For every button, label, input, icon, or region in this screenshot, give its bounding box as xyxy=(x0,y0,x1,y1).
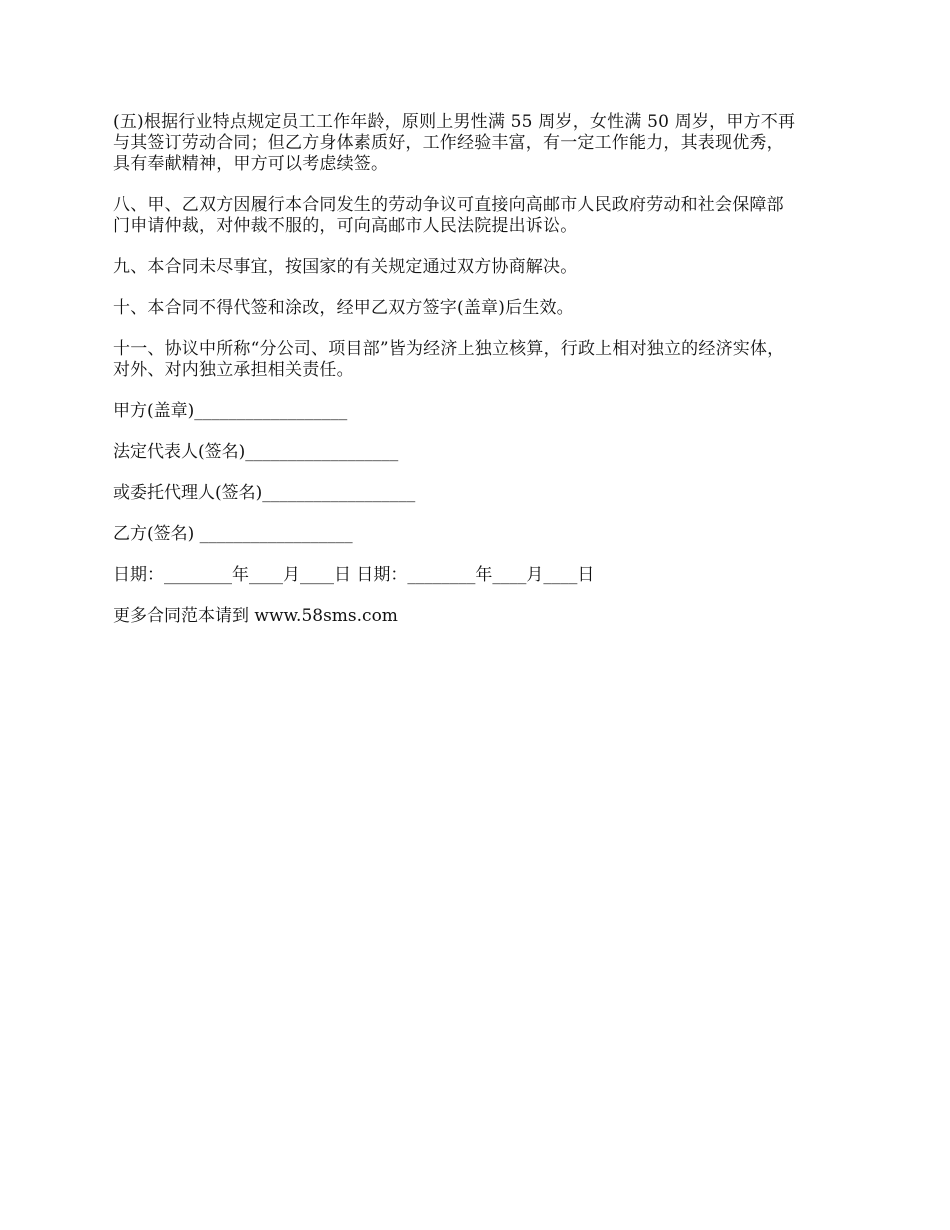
clause-9-unresolved-matters xyxy=(113,257,863,278)
clause-line: (五)根据行业特点规定员工工作年龄，原则上男性满 55 周岁，女性满 50 周岁，甲方不再 xyxy=(113,112,796,132)
legal-rep-signature-line: 法定代表人(签名)__________________ xyxy=(113,442,399,462)
document-page xyxy=(113,112,863,627)
clause-line: 九、本合同未尽事宜，按国家的有关规定通过双方协商解决。 xyxy=(113,257,578,277)
clause-line: 八、甲、乙双方因履行本合同发生的劳动争议可直接向高邮市人民政府劳动和社会保障部 xyxy=(113,195,784,215)
footer-promo-text: 更多合同范本请到 www.58sms.com xyxy=(113,606,398,626)
party-b-signature-line: 乙方(签名) __________________ xyxy=(113,524,353,544)
clause-5-retirement-age xyxy=(113,112,863,175)
date-lines: 日期：________年____月____日 日期：________年____月____日 xyxy=(113,565,595,585)
agent-signature-line: 或委托代理人(签名)__________________ xyxy=(113,483,416,503)
clause-line: 与其签订劳动合同；但乙方身体素质好，工作经验丰富，有一定工作能力，其表现优秀， xyxy=(113,133,784,153)
clause-line: 具有奉献精神，甲方可以考虑续签。 xyxy=(113,154,389,174)
clause-line: 十一、协议中所称“分公司、项目部”皆为经济上独立核算，行政上相对独立的经济实体， xyxy=(113,339,785,359)
clause-line: 十、本合同不得代签和涂改，经甲乙双方签字(盖章)后生效。 xyxy=(113,298,574,318)
clause-line: 门申请仲裁，对仲裁不服的，可向高邮市人民法院提出诉讼。 xyxy=(113,216,578,236)
clause-line: 对外、对内独立承担相关责任。 xyxy=(113,360,354,380)
clause-8-labor-dispute xyxy=(113,195,863,237)
clause-10-effectiveness xyxy=(113,298,863,319)
clause-11-branch-definition xyxy=(113,339,863,381)
party-a-signature-line: 甲方(盖章)__________________ xyxy=(113,401,348,421)
